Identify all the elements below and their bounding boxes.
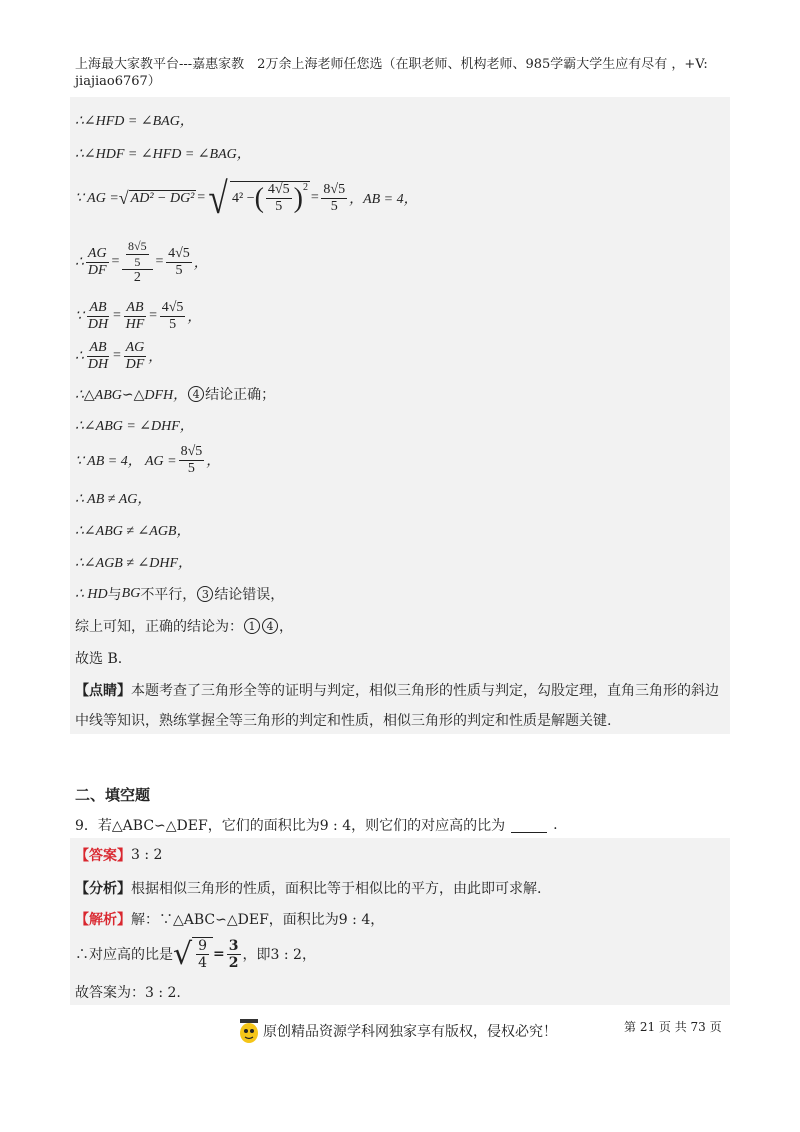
num: 9 <box>198 938 208 954</box>
den: 5 <box>187 460 195 476</box>
tail: ， <box>187 310 202 325</box>
jiexi-line <box>75 909 384 929</box>
page-header <box>75 56 735 90</box>
den: DF <box>125 356 145 372</box>
den: HF <box>125 316 145 332</box>
step-line-7 <box>75 384 275 404</box>
circled-number: 4 <box>188 386 204 402</box>
sqrt-expression <box>119 188 197 209</box>
tail: ， <box>279 619 293 635</box>
frac-3-2 <box>227 938 241 971</box>
dianjing-text: 本题考查了三角形全等的证明与判定，相似三角形的性质与判定，勾股定理，直角三角形的斜边 <box>131 683 719 699</box>
frac-ab-dh <box>86 340 110 373</box>
ratio-text: ∴对应高的比是 <box>75 947 173 963</box>
step-line-5: ∵ $\frac{AB}{DH}$ = $\frac{AB}{HF}$ = $\frac{4√5}{5}$ ， <box>75 299 202 332</box>
answer-blank <box>511 818 547 833</box>
compound-num <box>122 238 153 270</box>
den: 2 <box>228 954 239 971</box>
inner-den: 5 <box>275 199 283 214</box>
frac-ab-hf <box>124 300 147 333</box>
circled-number: 4 <box>262 618 278 634</box>
frac-ab-dh <box>86 300 110 333</box>
frac-result <box>166 246 192 279</box>
question-9 <box>75 815 558 835</box>
circled-number: 1 <box>244 618 260 634</box>
frac-9-4 <box>196 938 209 971</box>
jiexi-tag: 【解析】 <box>75 912 131 928</box>
den: DF <box>87 262 107 278</box>
sqrt-ratio <box>173 937 213 972</box>
page-number: 第 21 页 共 73 页 <box>624 1020 722 1034</box>
therefore: ∴ <box>75 348 84 364</box>
tail: ， <box>148 350 163 365</box>
step-line-1: ∴∠HFD = ∠BAG， <box>75 114 194 129</box>
therefore: ∴ <box>75 254 84 270</box>
step-line-2: ∴∠HDF = ∠HFD = ∠BAG， <box>75 147 251 162</box>
nested-den: 5 <box>134 255 141 269</box>
frac-ag-df <box>86 246 109 279</box>
result-num: 8√5 <box>323 181 346 197</box>
nested-frac <box>126 238 149 269</box>
equals: = <box>213 946 225 962</box>
radicand <box>192 937 213 971</box>
exponent: 2 <box>302 182 308 193</box>
frac-result <box>160 300 186 333</box>
summary-text: 综上可知，正确的结论为： <box>75 619 243 635</box>
question-text: 9．若△ABC∽△DEF，它们的面积比为9 : 4，则它们的对应高的比为 <box>75 818 506 834</box>
step-line-12: ∴∠AGB ≠ ∠DHF， <box>75 556 193 571</box>
final-answer-line: 故答案为：3 : 2. <box>75 985 181 1001</box>
analysis-text: 根据相似三角形的性质，面积比等于相似比的平方，由此即可求解. <box>131 881 542 897</box>
equals: = <box>196 190 206 205</box>
num: 4√5 <box>161 299 184 315</box>
compound-den: 2 <box>133 270 141 285</box>
because: ∵ <box>75 308 84 324</box>
num: 3 <box>228 937 239 954</box>
den: DH <box>87 316 109 332</box>
inner-num: 4√5 <box>267 182 290 197</box>
equals-2: = <box>309 190 320 205</box>
section-title: 二、填空题 <box>75 786 151 804</box>
header-line-2: jiajiao6767） <box>75 74 161 89</box>
frac-ag <box>179 444 205 477</box>
num: AG <box>125 339 145 355</box>
radicand: AD² − DG² <box>130 190 195 206</box>
paren-left: ( <box>254 182 264 214</box>
sqrt-expression-large <box>206 173 310 224</box>
den: 5 <box>175 262 183 278</box>
ratio-line <box>75 934 316 974</box>
num: AB <box>89 299 107 315</box>
not-parallel: 不平行， <box>140 587 197 603</box>
similar-statement: ∴△ABG∽△DFH， <box>75 388 188 403</box>
num: AB <box>126 299 144 315</box>
result-den: 5 <box>330 198 338 214</box>
step3-tail: ，AB = 4， <box>349 192 418 207</box>
num: AG <box>87 245 107 261</box>
den: 5 <box>169 316 177 332</box>
circled-number: 3 <box>197 586 213 602</box>
dianjing-tag: 【点睛】 <box>75 683 131 699</box>
compound-fraction <box>122 238 153 286</box>
step-line-13 <box>75 584 284 604</box>
tail: ， <box>193 256 208 271</box>
analysis-line <box>75 878 541 898</box>
and-text: 与 <box>107 587 122 603</box>
num: 8√5 <box>180 443 203 459</box>
sqrt-icon-large: √ <box>208 173 228 223</box>
inner-fraction <box>266 182 292 215</box>
dianjing-line-2: 中线等知识，熟练掌握全等三角形的判定和性质，相似三角形的判定和性质是解题关键. <box>75 713 612 729</box>
radicand-large <box>230 181 310 215</box>
step-line-4: ∴ $\frac{AG}{DF}$ = $\frac{\frac{8√5}{5}}{2}$ = $\frac{4√5}{5}$ ， <box>75 239 208 285</box>
step-line-8: ∴∠ABG = ∠DHF， <box>75 419 194 434</box>
answer-tag: 【答案】 <box>75 848 131 864</box>
paren-right: ) <box>293 182 303 214</box>
mascot-icon <box>237 1016 261 1046</box>
frac-ag-df <box>124 340 147 373</box>
step3-prefix: ∵ AG = <box>75 190 119 206</box>
conclusion-text: 结论正确； <box>205 387 276 403</box>
hd: ∴ HD <box>75 586 108 602</box>
four-squared: 4² − <box>232 190 255 206</box>
step-line-11: ∴∠ABG ≠ ∠AGB， <box>75 524 191 539</box>
step-line-3 <box>75 172 418 224</box>
answer-line <box>75 845 162 865</box>
step-line-6: ∴ $\frac{AB}{DH}$ = $\frac{AG}{DF}$ ， <box>75 339 163 372</box>
dianjing-line-1 <box>75 680 719 700</box>
den: 4 <box>198 955 208 971</box>
step-line-10: ∴ AB ≠ AG， <box>75 492 152 507</box>
nested-num: 8√5 <box>128 239 147 253</box>
question-end: . <box>553 817 558 833</box>
analysis-tag: 【分析】 <box>75 881 131 897</box>
bg: BG <box>121 586 141 601</box>
step-line-14 <box>75 616 293 636</box>
step-line-9 <box>75 442 220 478</box>
sqrt-icon: √ <box>118 187 129 208</box>
num: 4√5 <box>168 245 190 261</box>
tail: ， <box>206 454 221 469</box>
sqrt-icon: √ <box>173 936 193 972</box>
ratio-tail: ，即3 : 2， <box>242 947 316 963</box>
num: AB <box>89 339 107 355</box>
conclusion-wrong: 结论错误， <box>214 587 285 603</box>
jiexi-text: 解：∵△ABC∽△DEF，面积比为9 : 4， <box>131 912 385 928</box>
step-line-15: 故选 B. <box>75 651 123 667</box>
header-line-1: 上海最大家教平台---嘉惠家教 2万余上海老师任您选（在职老师、机构老师、985学霸大学生应有尽有 ，+V: <box>75 57 708 72</box>
footer <box>237 1016 557 1046</box>
copyright-text: 原创精品资源学科网独家享有版权，侵权必究！ <box>263 1024 557 1040</box>
result-fraction <box>321 182 347 215</box>
prefix: ∵ AB = 4， AG = <box>75 454 177 469</box>
den: DH <box>87 356 109 372</box>
answer-value: 3 : 2 <box>131 847 163 863</box>
